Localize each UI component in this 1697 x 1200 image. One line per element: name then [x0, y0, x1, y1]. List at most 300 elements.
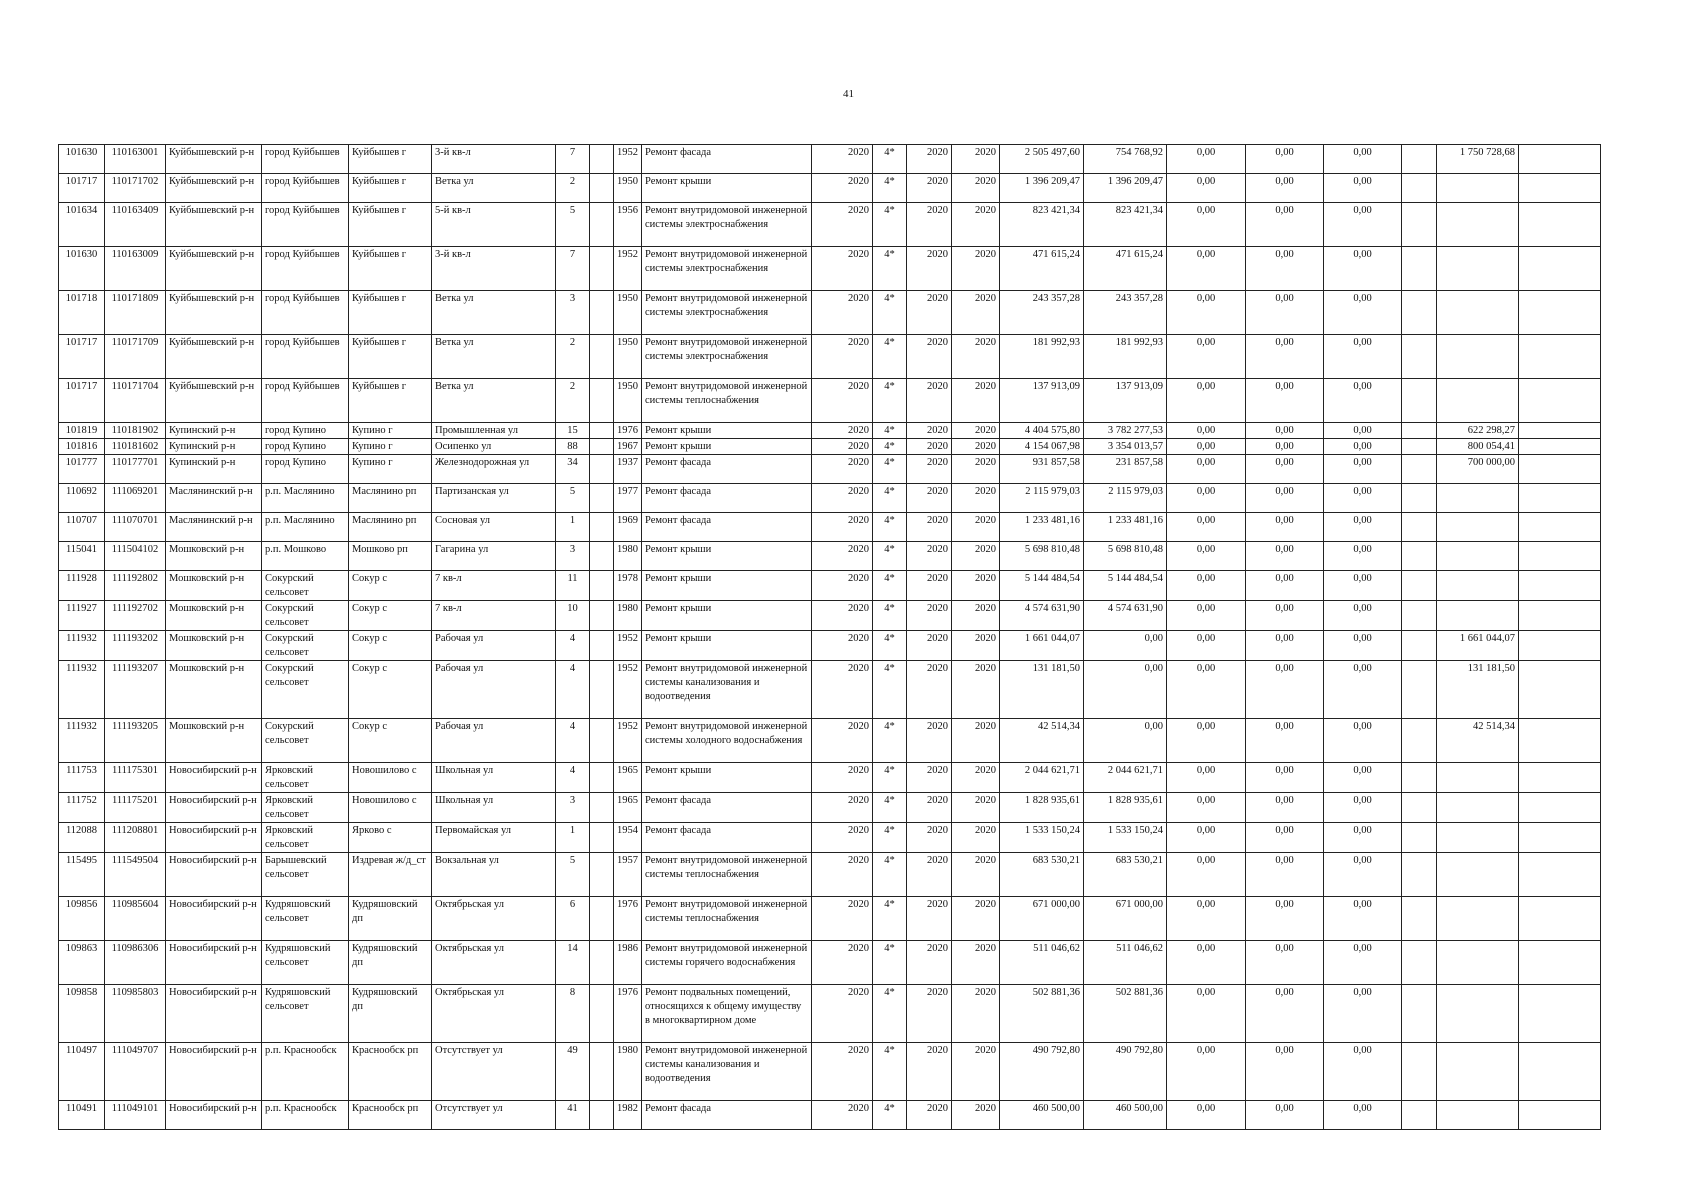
cell-build-year: 1950 [614, 174, 642, 203]
cell-house-id: 101777 [59, 455, 105, 484]
cell-federal-amount: 0,00 [1167, 455, 1246, 484]
table-row [59, 1101, 1601, 1130]
cell-extra [1519, 601, 1601, 631]
cell-stage: 4* [873, 455, 907, 484]
cell-local-amount: 0,00 [1324, 823, 1402, 853]
cell-federal-amount: 0,00 [1167, 897, 1246, 941]
cell-street: 3-й кв-л [432, 145, 556, 174]
cell-owner-amount [1437, 335, 1519, 379]
cell-locality: Куйбышев г [349, 247, 432, 291]
cell-total-cost: 42 514,34 [1000, 719, 1084, 763]
cell-reserve [1402, 823, 1437, 853]
cell-house-number: 2 [556, 335, 590, 379]
cell-local-amount: 0,00 [1324, 853, 1402, 897]
cell-regional-amount: 0,00 [1246, 174, 1324, 203]
cell-fund-amount: 231 857,58 [1084, 455, 1167, 484]
cell-house-number: 4 [556, 631, 590, 661]
cell-work-code: 110986306 [105, 941, 166, 985]
cell-build-year: 1978 [614, 571, 642, 601]
cell-build-year: 1957 [614, 853, 642, 897]
cell-municipality: Барышевский сельсовет [262, 853, 349, 897]
cell-plan-year: 2020 [812, 291, 873, 335]
table-row [59, 145, 1601, 174]
cell-work-type: Ремонт внутридомовой инженерной системы канализования и водоотведения [642, 661, 812, 719]
cell-street: 5-й кв-л [432, 203, 556, 247]
cell-extra [1519, 174, 1601, 203]
cell-locality: Сокур с [349, 719, 432, 763]
cell-street: Партизанская ул [432, 484, 556, 513]
cell-end-year: 2020 [952, 793, 1000, 823]
cell-owner-amount: 131 181,50 [1437, 661, 1519, 719]
cell-district: Куйбышевский р-н [166, 203, 262, 247]
cell-build-year: 1956 [614, 203, 642, 247]
cell-build-year: 1980 [614, 601, 642, 631]
cell-regional-amount: 0,00 [1246, 1101, 1324, 1130]
cell-total-cost: 137 913,09 [1000, 379, 1084, 423]
cell-work-code: 111175201 [105, 793, 166, 823]
cell-regional-amount: 0,00 [1246, 379, 1324, 423]
cell-street: Октябрьская ул [432, 941, 556, 985]
cell-owner-amount: 42 514,34 [1437, 719, 1519, 763]
cell-house-number: 5 [556, 203, 590, 247]
cell-work-code: 111192702 [105, 601, 166, 631]
cell-reserve [1402, 335, 1437, 379]
table-row [59, 941, 1601, 985]
cell-house-id: 110707 [59, 513, 105, 542]
cell-federal-amount: 0,00 [1167, 379, 1246, 423]
cell-house-number: 88 [556, 439, 590, 455]
cell-end-year: 2020 [952, 853, 1000, 897]
cell-municipality: город Купино [262, 439, 349, 455]
cell-plan-year: 2020 [812, 335, 873, 379]
cell-work-code: 110171702 [105, 174, 166, 203]
cell-plan-year: 2020 [812, 247, 873, 291]
cell-stage: 4* [873, 793, 907, 823]
cell-work-type: Ремонт крыши [642, 439, 812, 455]
cell-regional-amount: 0,00 [1246, 455, 1324, 484]
cell-local-amount: 0,00 [1324, 601, 1402, 631]
cell-district: Новосибирский р-н [166, 823, 262, 853]
cell-fund-amount: 5 144 484,54 [1084, 571, 1167, 601]
cell-build-year: 1937 [614, 455, 642, 484]
cell-start-year: 2020 [907, 763, 952, 793]
cell-start-year: 2020 [907, 455, 952, 484]
cell-end-year: 2020 [952, 661, 1000, 719]
cell-total-cost: 4 574 631,90 [1000, 601, 1084, 631]
cell-work-type: Ремонт внутридомовой инженерной системы электроснабжения [642, 335, 812, 379]
table-row [59, 335, 1601, 379]
cell-locality: Сокур с [349, 661, 432, 719]
table-row [59, 455, 1601, 484]
cell-end-year: 2020 [952, 423, 1000, 439]
cell-start-year: 2020 [907, 719, 952, 763]
cell-start-year: 2020 [907, 985, 952, 1043]
cell-work-code: 111070701 [105, 513, 166, 542]
cell-regional-amount: 0,00 [1246, 203, 1324, 247]
cell-plan-year: 2020 [812, 853, 873, 897]
cell-total-cost: 243 357,28 [1000, 291, 1084, 335]
cell-municipality: Кудряшовский сельсовет [262, 985, 349, 1043]
cell-work-type: Ремонт крыши [642, 763, 812, 793]
cell-work-type: Ремонт внутридомовой инженерной системы электроснабжения [642, 247, 812, 291]
cell-owner-amount [1437, 379, 1519, 423]
cell-work-code: 110163009 [105, 247, 166, 291]
cell-house-letter [590, 823, 614, 853]
cell-owner-amount [1437, 823, 1519, 853]
cell-total-cost: 490 792,80 [1000, 1043, 1084, 1101]
cell-house-id: 101630 [59, 247, 105, 291]
cell-house-letter [590, 174, 614, 203]
cell-house-letter [590, 985, 614, 1043]
cell-locality: Кудряшовский дп [349, 941, 432, 985]
cell-plan-year: 2020 [812, 823, 873, 853]
cell-start-year: 2020 [907, 484, 952, 513]
cell-district: Мошковский р-н [166, 542, 262, 571]
cell-work-code: 111192802 [105, 571, 166, 601]
table-row [59, 484, 1601, 513]
cell-total-cost: 2 115 979,03 [1000, 484, 1084, 513]
cell-locality: Новошилово с [349, 763, 432, 793]
cell-locality: Издревая ж/д_ст [349, 853, 432, 897]
cell-municipality: Сокурский сельсовет [262, 719, 349, 763]
cell-plan-year: 2020 [812, 203, 873, 247]
cell-municipality: р.п. Краснообск [262, 1043, 349, 1101]
cell-work-type: Ремонт фасада [642, 793, 812, 823]
cell-reserve [1402, 631, 1437, 661]
cell-regional-amount: 0,00 [1246, 335, 1324, 379]
cell-house-number: 5 [556, 484, 590, 513]
cell-house-letter [590, 513, 614, 542]
cell-total-cost: 1 533 150,24 [1000, 823, 1084, 853]
cell-plan-year: 2020 [812, 513, 873, 542]
cell-house-id: 110692 [59, 484, 105, 513]
cell-house-letter [590, 145, 614, 174]
cell-locality: Краснообск рп [349, 1043, 432, 1101]
cell-house-letter [590, 1101, 614, 1130]
cell-locality: Маслянино рп [349, 513, 432, 542]
cell-house-letter [590, 335, 614, 379]
cell-house-letter [590, 853, 614, 897]
cell-total-cost: 2 505 497,60 [1000, 145, 1084, 174]
cell-reserve [1402, 484, 1437, 513]
cell-local-amount: 0,00 [1324, 379, 1402, 423]
cell-work-code: 110177701 [105, 455, 166, 484]
cell-build-year: 1952 [614, 247, 642, 291]
cell-local-amount: 0,00 [1324, 174, 1402, 203]
cell-end-year: 2020 [952, 542, 1000, 571]
cell-district: Куйбышевский р-н [166, 145, 262, 174]
cell-regional-amount: 0,00 [1246, 291, 1324, 335]
cell-fund-amount: 1 396 209,47 [1084, 174, 1167, 203]
cell-extra [1519, 335, 1601, 379]
cell-work-type: Ремонт фасада [642, 484, 812, 513]
cell-house-letter [590, 719, 614, 763]
cell-house-id: 111932 [59, 661, 105, 719]
cell-house-letter [590, 661, 614, 719]
cell-work-code: 111049707 [105, 1043, 166, 1101]
cell-municipality: р.п. Маслянино [262, 513, 349, 542]
cell-street: Рабочая ул [432, 631, 556, 661]
table-row [59, 763, 1601, 793]
cell-start-year: 2020 [907, 335, 952, 379]
cell-build-year: 1952 [614, 631, 642, 661]
cell-fund-amount: 137 913,09 [1084, 379, 1167, 423]
cell-house-id: 115495 [59, 853, 105, 897]
cell-start-year: 2020 [907, 513, 952, 542]
cell-work-code: 110171704 [105, 379, 166, 423]
cell-stage: 4* [873, 853, 907, 897]
cell-end-year: 2020 [952, 247, 1000, 291]
cell-street: Гагарина ул [432, 542, 556, 571]
cell-federal-amount: 0,00 [1167, 793, 1246, 823]
cell-house-number: 1 [556, 513, 590, 542]
cell-reserve [1402, 571, 1437, 601]
cell-district: Мошковский р-н [166, 719, 262, 763]
cell-stage: 4* [873, 513, 907, 542]
cell-total-cost: 4 154 067,98 [1000, 439, 1084, 455]
cell-local-amount: 0,00 [1324, 439, 1402, 455]
cell-regional-amount: 0,00 [1246, 985, 1324, 1043]
cell-plan-year: 2020 [812, 1101, 873, 1130]
cell-work-type: Ремонт внутридомовой инженерной системы холодного водоснабжения [642, 719, 812, 763]
cell-work-code: 110163001 [105, 145, 166, 174]
cell-stage: 4* [873, 1101, 907, 1130]
cell-regional-amount: 0,00 [1246, 941, 1324, 985]
cell-stage: 4* [873, 484, 907, 513]
cell-house-id: 101718 [59, 291, 105, 335]
cell-locality: Кудряшовский дп [349, 897, 432, 941]
cell-build-year: 1965 [614, 763, 642, 793]
cell-district: Куйбышевский р-н [166, 379, 262, 423]
cell-house-id: 101717 [59, 379, 105, 423]
cell-start-year: 2020 [907, 1043, 952, 1101]
cell-regional-amount: 0,00 [1246, 513, 1324, 542]
cell-locality: Сокур с [349, 631, 432, 661]
table-row [59, 793, 1601, 823]
cell-extra [1519, 484, 1601, 513]
cell-work-code: 110171709 [105, 335, 166, 379]
cell-start-year: 2020 [907, 793, 952, 823]
cell-district: Куйбышевский р-н [166, 291, 262, 335]
cell-house-number: 11 [556, 571, 590, 601]
repair-program-table [58, 144, 1601, 1130]
cell-start-year: 2020 [907, 601, 952, 631]
cell-reserve [1402, 941, 1437, 985]
cell-locality: Мошково рп [349, 542, 432, 571]
cell-municipality: р.п. Маслянино [262, 484, 349, 513]
cell-federal-amount: 0,00 [1167, 203, 1246, 247]
cell-work-code: 111175301 [105, 763, 166, 793]
cell-municipality: Кудряшовский сельсовет [262, 897, 349, 941]
cell-start-year: 2020 [907, 897, 952, 941]
cell-fund-amount: 511 046,62 [1084, 941, 1167, 985]
cell-municipality: Сокурский сельсовет [262, 601, 349, 631]
cell-regional-amount: 0,00 [1246, 853, 1324, 897]
cell-locality: Ярково с [349, 823, 432, 853]
cell-street: 7 кв-л [432, 601, 556, 631]
cell-stage: 4* [873, 571, 907, 601]
cell-house-id: 109856 [59, 897, 105, 941]
cell-start-year: 2020 [907, 631, 952, 661]
cell-federal-amount: 0,00 [1167, 423, 1246, 439]
cell-fund-amount: 754 768,92 [1084, 145, 1167, 174]
cell-total-cost: 131 181,50 [1000, 661, 1084, 719]
cell-start-year: 2020 [907, 203, 952, 247]
cell-regional-amount: 0,00 [1246, 823, 1324, 853]
cell-fund-amount: 4 574 631,90 [1084, 601, 1167, 631]
cell-owner-amount [1437, 291, 1519, 335]
cell-total-cost: 671 000,00 [1000, 897, 1084, 941]
cell-house-id: 110491 [59, 1101, 105, 1130]
cell-work-type: Ремонт внутридомовой инженерной системы электроснабжения [642, 291, 812, 335]
cell-regional-amount: 0,00 [1246, 763, 1324, 793]
cell-extra [1519, 661, 1601, 719]
cell-work-type: Ремонт внутридомовой инженерной системы теплоснабжения [642, 379, 812, 423]
cell-local-amount: 0,00 [1324, 941, 1402, 985]
cell-owner-amount: 622 298,27 [1437, 423, 1519, 439]
cell-federal-amount: 0,00 [1167, 174, 1246, 203]
cell-house-id: 101630 [59, 145, 105, 174]
cell-work-type: Ремонт фасада [642, 1101, 812, 1130]
cell-plan-year: 2020 [812, 793, 873, 823]
cell-district: Купинский р-н [166, 423, 262, 439]
cell-work-code: 110181902 [105, 423, 166, 439]
cell-district: Маслянинский р-н [166, 484, 262, 513]
cell-locality: Куйбышев г [349, 291, 432, 335]
cell-start-year: 2020 [907, 174, 952, 203]
table-row [59, 719, 1601, 763]
cell-house-id: 115041 [59, 542, 105, 571]
cell-reserve [1402, 1101, 1437, 1130]
cell-extra [1519, 203, 1601, 247]
cell-owner-amount [1437, 853, 1519, 897]
cell-federal-amount: 0,00 [1167, 484, 1246, 513]
cell-regional-amount: 0,00 [1246, 601, 1324, 631]
cell-locality: Сокур с [349, 571, 432, 601]
cell-house-number: 1 [556, 823, 590, 853]
cell-extra [1519, 1043, 1601, 1101]
cell-municipality: город Куйбышев [262, 247, 349, 291]
cell-regional-amount: 0,00 [1246, 423, 1324, 439]
cell-reserve [1402, 719, 1437, 763]
cell-locality: Маслянино рп [349, 484, 432, 513]
cell-stage: 4* [873, 379, 907, 423]
cell-municipality: Сокурский сельсовет [262, 571, 349, 601]
cell-local-amount: 0,00 [1324, 513, 1402, 542]
cell-house-letter [590, 291, 614, 335]
cell-build-year: 1952 [614, 145, 642, 174]
cell-work-code: 110171809 [105, 291, 166, 335]
cell-municipality: Ярковский сельсовет [262, 823, 349, 853]
cell-plan-year: 2020 [812, 379, 873, 423]
cell-work-code: 111504102 [105, 542, 166, 571]
cell-federal-amount: 0,00 [1167, 513, 1246, 542]
cell-street: Школьная ул [432, 763, 556, 793]
cell-district: Новосибирский р-н [166, 897, 262, 941]
cell-locality: Сокур с [349, 601, 432, 631]
cell-build-year: 1952 [614, 661, 642, 719]
cell-local-amount: 0,00 [1324, 1043, 1402, 1101]
table-row [59, 542, 1601, 571]
cell-total-cost: 471 615,24 [1000, 247, 1084, 291]
cell-build-year: 1950 [614, 379, 642, 423]
cell-regional-amount: 0,00 [1246, 793, 1324, 823]
cell-house-number: 49 [556, 1043, 590, 1101]
cell-fund-amount: 2 115 979,03 [1084, 484, 1167, 513]
cell-total-cost: 931 857,58 [1000, 455, 1084, 484]
cell-extra [1519, 985, 1601, 1043]
cell-reserve [1402, 542, 1437, 571]
cell-house-id: 101816 [59, 439, 105, 455]
cell-work-code: 111069201 [105, 484, 166, 513]
cell-fund-amount: 1 828 935,61 [1084, 793, 1167, 823]
cell-federal-amount: 0,00 [1167, 853, 1246, 897]
cell-total-cost: 2 044 621,71 [1000, 763, 1084, 793]
cell-owner-amount [1437, 763, 1519, 793]
cell-stage: 4* [873, 719, 907, 763]
cell-extra [1519, 719, 1601, 763]
cell-build-year: 1950 [614, 291, 642, 335]
cell-end-year: 2020 [952, 941, 1000, 985]
cell-owner-amount [1437, 247, 1519, 291]
cell-federal-amount: 0,00 [1167, 601, 1246, 631]
cell-street: Промышленная ул [432, 423, 556, 439]
cell-reserve [1402, 203, 1437, 247]
cell-total-cost: 1 828 935,61 [1000, 793, 1084, 823]
cell-district: Мошковский р-н [166, 601, 262, 631]
cell-fund-amount: 243 357,28 [1084, 291, 1167, 335]
table-row [59, 247, 1601, 291]
page-number: 41 [843, 88, 854, 100]
cell-reserve [1402, 661, 1437, 719]
cell-owner-amount [1437, 203, 1519, 247]
cell-work-type: Ремонт внутридомовой инженерной системы теплоснабжения [642, 897, 812, 941]
cell-locality: Куйбышев г [349, 335, 432, 379]
cell-work-type: Ремонт внутридомовой инженерной системы канализования и водоотведения [642, 1043, 812, 1101]
cell-district: Новосибирский р-н [166, 763, 262, 793]
cell-federal-amount: 0,00 [1167, 985, 1246, 1043]
cell-plan-year: 2020 [812, 542, 873, 571]
cell-stage: 4* [873, 203, 907, 247]
cell-plan-year: 2020 [812, 719, 873, 763]
cell-fund-amount: 460 500,00 [1084, 1101, 1167, 1130]
cell-plan-year: 2020 [812, 661, 873, 719]
cell-local-amount: 0,00 [1324, 1101, 1402, 1130]
cell-total-cost: 5 698 810,48 [1000, 542, 1084, 571]
cell-house-letter [590, 571, 614, 601]
cell-plan-year: 2020 [812, 601, 873, 631]
cell-extra [1519, 631, 1601, 661]
table-row [59, 379, 1601, 423]
cell-fund-amount: 671 000,00 [1084, 897, 1167, 941]
cell-plan-year: 2020 [812, 763, 873, 793]
cell-owner-amount [1437, 1043, 1519, 1101]
cell-locality: Куйбышев г [349, 145, 432, 174]
cell-total-cost: 823 421,34 [1000, 203, 1084, 247]
cell-local-amount: 0,00 [1324, 661, 1402, 719]
cell-end-year: 2020 [952, 484, 1000, 513]
cell-fund-amount: 2 044 621,71 [1084, 763, 1167, 793]
cell-stage: 4* [873, 291, 907, 335]
cell-end-year: 2020 [952, 631, 1000, 661]
cell-plan-year: 2020 [812, 985, 873, 1043]
cell-owner-amount [1437, 484, 1519, 513]
cell-federal-amount: 0,00 [1167, 439, 1246, 455]
table-row [59, 661, 1601, 719]
cell-build-year: 1952 [614, 719, 642, 763]
cell-extra [1519, 542, 1601, 571]
cell-local-amount: 0,00 [1324, 985, 1402, 1043]
